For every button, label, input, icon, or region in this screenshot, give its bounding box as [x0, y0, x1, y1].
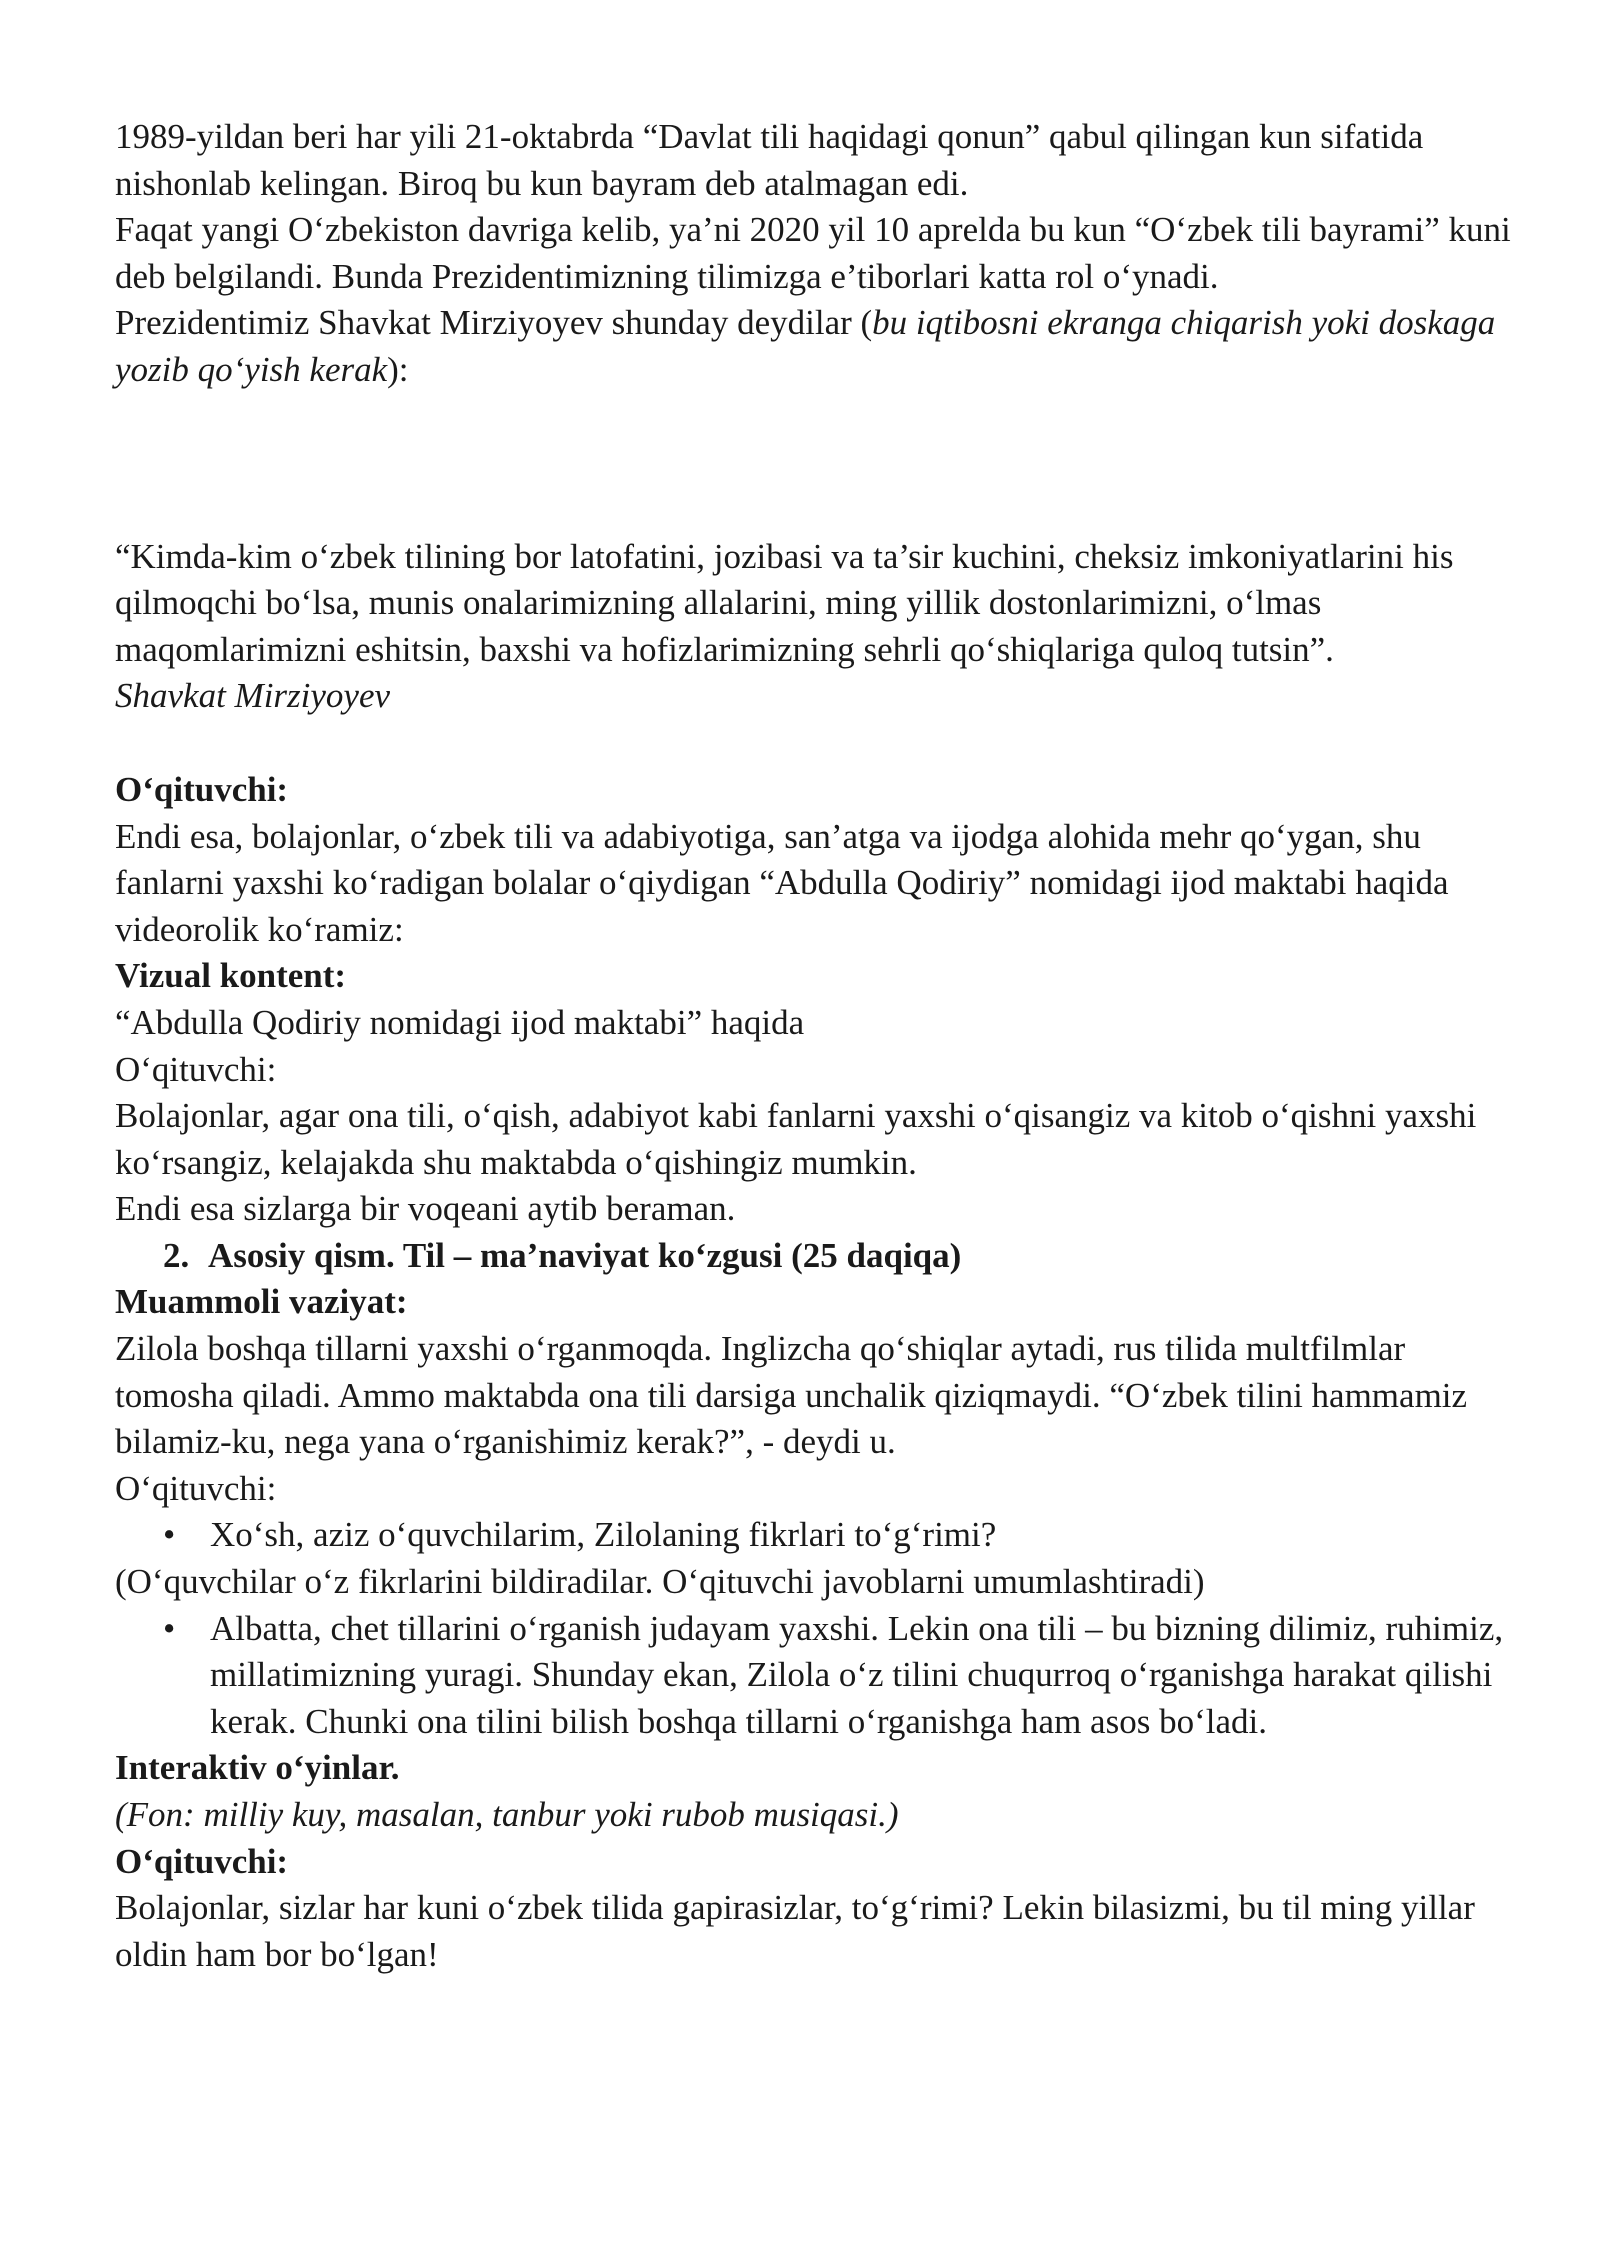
- games-note: (Fon: milliy kuy, masalan, tanbur yoki rubob musiqasi.): [115, 1795, 899, 1834]
- list-item-text: Albatta, chet tillarini o‘rganish judayam yaxshi. Lekin ona tili – bu bizning dilimiz, ruhimiz, millatimizning yuragi. Shunday ekan, Zilola o‘z tilini chuqurroq o‘rganishga harakat qilishi kerak. Chunki ona tilini bilish boshqa tillarni o‘rganishga ham asos bo‘ladi.: [210, 1608, 1504, 1741]
- holiday-paragraph: Faqat yangi O‘zbekiston davriga kelib, ya’ni 2020 yil 10 aprelda bu kun “O‘zbek tili bayrami” kuni deb belgilandi. Bunda Prezidentimizning tilimizga e’tiborlari katta rol o‘ynadi.: [115, 210, 1511, 296]
- teacher-heading: O‘qituvchi:: [115, 769, 289, 809]
- president-intro-note: bu iqtibosni ekranga chiqarish yoki doskaga yozib qo‘yish kerak: [115, 303, 1496, 389]
- visual-content-heading: Vizual kontent:: [115, 956, 347, 996]
- section-title: Asosiy qism. Til – ma’naviyat ko‘zgusi (25 daqiqa): [208, 1235, 962, 1275]
- quote-text: “Kimda-kim o‘zbek tilining bor latofatini, jozibasi va ta’sir kuchini, cheksiz imkoniyatlarini his qilmoqchi bo‘lsa, munis onalarimizning allalarini, ming yillik dostonlarimizni, o‘lmas maqomlarimizni eshitsin, baxshi va hofizlarimizning sehrli qo‘shiqlariga quloq tutsin”.: [115, 536, 1454, 669]
- bullet-icon: •: [163, 1515, 176, 1555]
- teacher-label: O‘qituvchi:: [115, 1049, 277, 1089]
- closing-paragraph: Bolajonlar, sizlar har kuni o‘zbek tilida gapirasizlar, to‘g‘rimi? Lekin bilasizmi, bu til ming yillar oldin ham bor bo‘lgan!: [115, 1888, 1475, 1974]
- video-intro-paragraph: Endi esa, bolajonlar, o‘zbek tili va adabiyotiga, san’atga va ijodga alohida mehr qo‘ygan, shu fanlarni yaxshi ko‘radigan bolalar o‘qiydigan “Abdulla Qodiriy” nomidagi ijod maktabi haqida videorolik ko‘ramiz:: [115, 816, 1449, 949]
- quote-author: Shavkat Mirziyoyev: [115, 676, 391, 716]
- list-item: [115, 1606, 1520, 1746]
- bullet-list: [115, 1512, 1520, 1559]
- list-item-text: Xo‘sh, aziz o‘quvchilarim, Zilolaning fikrlari to‘g‘rimi?: [210, 1515, 997, 1555]
- problem-paragraph: Zilola boshqa tillarni yaxshi o‘rganmoqda. Inglizcha qo‘shiqlar aytadi, rus tilida multfilmlar tomosha qiladi. Ammo maktabda ona tili darsiga unchalik qiziqmaydi. “O‘zbek tilini hammamiz bilamiz-ku, nega yana o‘rganishimiz kerak?”, - deydi u.: [115, 1329, 1468, 1462]
- students-note: (O‘quvchilar o‘z fikrlarini bildiradilar. O‘qituvchi javoblarni umumlashtiradi): [115, 1562, 1205, 1602]
- problem-heading: Muammoli vaziyat:: [115, 1282, 408, 1322]
- intro-paragraph: 1989-yildan beri har yili 21-oktabrda “Davlat tili haqidagi qonun” qabul qilingan kun sifatida nishonlab kelingan. Biroq bu kun bayram deb atalmagan edi.: [115, 117, 1424, 203]
- section-heading: [115, 1233, 1520, 1280]
- teacher-label: O‘qituvchi:: [115, 1468, 277, 1508]
- section-number: 2.: [163, 1235, 190, 1275]
- story-intro-paragraph: Endi esa sizlarga bir voqeani aytib beraman.: [115, 1189, 736, 1229]
- president-intro-tail: ):: [387, 349, 409, 389]
- bullet-icon: •: [163, 1608, 176, 1648]
- list-item: [115, 1512, 1520, 1559]
- president-intro-lead: Prezidentimiz Shavkat Mirziyoyev shunday deydilar (: [115, 303, 873, 343]
- visual-content-text: “Abdulla Qodiriy nomidagi ijod maktabi” haqida: [115, 1002, 805, 1042]
- blank-space: [115, 394, 1520, 534]
- games-heading: Interaktiv o‘yinlar.: [115, 1748, 400, 1788]
- school-paragraph: Bolajonlar, agar ona tili, o‘qish, adabiyot kabi fanlarni yaxshi o‘qisangiz va kitob o‘qishni yaxshi ko‘rsangiz, kelajakda shu maktabda o‘qishingiz mumkin.: [115, 1096, 1477, 1182]
- teacher-heading: O‘qituvchi:: [115, 1841, 289, 1881]
- president-intro-paragraph: [115, 300, 1520, 393]
- bullet-list: [115, 1606, 1520, 1746]
- blank-line: [115, 720, 1520, 767]
- section-list: [115, 1233, 1520, 1280]
